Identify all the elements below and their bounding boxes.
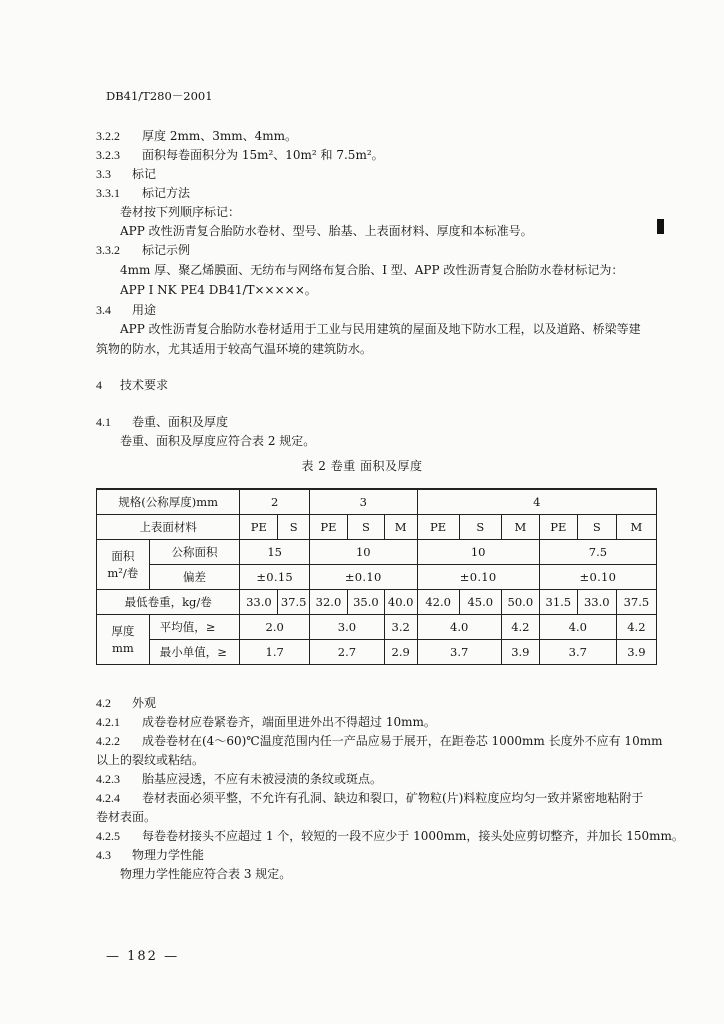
deviation-value: ±0.10: [539, 565, 656, 590]
clause-text-line: 卷材表面。: [96, 810, 157, 824]
clause-3-3: [96, 165, 156, 183]
min-weight-cell: 50.0: [501, 590, 539, 615]
thickness-label-cell: [97, 615, 150, 665]
clause-3-3-1: [96, 184, 190, 202]
thickness-4: 4: [417, 489, 656, 515]
min-weight-cell: 35.0: [347, 590, 384, 615]
clause-text: 卷重、面积及厚度: [132, 415, 229, 429]
surface-cell: S: [347, 515, 384, 540]
clause-text: 用途: [132, 303, 157, 317]
surface-cell: PE: [417, 515, 459, 540]
nominal-area-value: 10: [309, 540, 417, 565]
surface-label: 上表面材料: [97, 515, 240, 540]
thickness-3: 3: [309, 489, 417, 515]
table-row-deviation: [97, 565, 657, 590]
clause-text-line: 4mm 厚、聚乙烯膜面、无纺布与网络布复合胎、I 型、APP 改性沥青复合胎防水卷材标记为：: [120, 263, 624, 277]
min-weight-cell: 31.5: [539, 590, 577, 615]
table-row-surface: [97, 515, 657, 540]
section-4-heading: [96, 376, 168, 394]
marking-example: APP I NK PE4 DB41/T×××××。: [120, 283, 317, 297]
clause-text: 物理力学性能: [132, 848, 205, 862]
min-weight-cell: 45.0: [459, 590, 501, 615]
min-value: 2.9: [384, 640, 417, 665]
deviation-label: 偏差: [149, 565, 240, 590]
clause-number: 4.2.3: [96, 772, 120, 786]
min-weight-cell: 40.0: [384, 590, 417, 615]
clause-text-line: 卷材按下列顺序标记：: [120, 205, 241, 219]
clause-4-2-2: [96, 732, 662, 750]
min-value: 3.7: [417, 640, 501, 665]
clause-4-3-body: 物理力学性能应符合表 3 规定。: [120, 867, 292, 881]
clause-text: 胎基应浸透，不应有未被浸渍的条纹或斑点。: [142, 772, 383, 786]
clause-text: 成卷卷材应卷紧卷齐，端面里进外出不得超过 10mm。: [142, 715, 436, 729]
min-weight-cell: 37.5: [616, 590, 656, 615]
clause-4-1-body: 卷重、面积及厚度应符合表 2 规定。: [120, 434, 316, 448]
scan-black-mark: [657, 219, 664, 234]
surface-cell: S: [577, 515, 616, 540]
min-value: 3.9: [501, 640, 539, 665]
thickness-2: 2: [240, 489, 310, 515]
section-number: 4: [96, 378, 102, 392]
surface-cell: PE: [240, 515, 278, 540]
document-header: DB41/T280－2001: [106, 89, 213, 103]
clause-text-line: APP 改性沥青复合胎防水卷材、型号、胎基、上表面材料、厚度和本标准号。: [120, 224, 533, 238]
nominal-area-label: 公称面积: [149, 540, 240, 565]
table-row-nominal-area: [97, 540, 657, 565]
page-number: — 182 —: [106, 949, 180, 964]
surface-cell: S: [459, 515, 501, 540]
min-weight-cell: 33.0: [240, 590, 278, 615]
min-value: 3.7: [539, 640, 616, 665]
clause-text: 标记: [132, 167, 157, 181]
surface-cell: PE: [539, 515, 577, 540]
usage-paragraph-line-2: 筑物的防水，尤其适用于较高气温环境的建筑防水。: [96, 342, 373, 356]
surface-cell: S: [278, 515, 310, 540]
area-label: 面积: [111, 548, 135, 563]
surface-cell: M: [384, 515, 417, 540]
avg-value: 2.0: [240, 615, 310, 640]
clause-4-2-3: [96, 770, 382, 788]
clause-number: 4.1: [96, 415, 111, 429]
clause-text: 成卷卷材在(4～60)℃温度范围内任一产品应易于展开，在距卷芯 1000mm 长度外不应有 10mm: [142, 734, 663, 748]
avg-value: 3.2: [384, 615, 417, 640]
min-weight-cell: 32.0: [309, 590, 347, 615]
clause-4-1: [96, 413, 228, 431]
surface-cell: M: [501, 515, 539, 540]
deviation-value: ±0.10: [417, 565, 539, 590]
clause-3-2-3: [96, 146, 384, 164]
clause-number: 3.2.2: [96, 129, 120, 143]
clause-text-line: 以上的裂纹或粘结。: [96, 753, 205, 767]
clause-3-2-2: [96, 127, 297, 145]
clause-number: 3.3: [96, 167, 111, 181]
min-label: 最小单值，≥: [149, 640, 240, 665]
table-row-thickness-avg: [97, 615, 657, 640]
clause-text: 每卷卷材接头不应超过 1 个，较短的一段不应少于 1000mm，接头处应剪切整齐，并加长 150mm。: [142, 829, 684, 843]
clause-4-2-4: [96, 789, 643, 807]
min-value: 1.7: [240, 640, 310, 665]
min-value: 2.7: [309, 640, 384, 665]
clause-number: 3.4: [96, 303, 111, 317]
avg-value: 4.0: [417, 615, 501, 640]
clause-number: 3.2.3: [96, 148, 120, 162]
clause-text: 标记示例: [142, 243, 191, 257]
clause-number: 4.2.2: [96, 734, 120, 748]
section-title: 技术要求: [120, 378, 169, 392]
clause-text: 面积每卷面积分为 15m²、10m² 和 7.5m²。: [142, 148, 384, 162]
table-2: [96, 488, 657, 665]
deviation-value: ±0.15: [240, 565, 310, 590]
avg-value: 4.2: [616, 615, 656, 640]
clause-number: 4.2.5: [96, 829, 120, 843]
avg-value: 3.0: [309, 615, 384, 640]
clause-text: 厚度 2mm、3mm、4mm。: [142, 129, 297, 143]
table-row-spec: [97, 489, 657, 515]
clause-text: 卷材表面必须平整，不允许有孔洞、缺边和裂口，矿物粒(片)料粒度应均匀一致并紧密地粘附于: [142, 791, 644, 805]
spec-label: 规格(公称厚度)mm: [97, 489, 240, 515]
min-value: 3.9: [616, 640, 656, 665]
clause-text: 外观: [132, 696, 157, 710]
min-weight-cell: 33.0: [577, 590, 616, 615]
surface-cell: M: [616, 515, 656, 540]
clause-4-2: [96, 694, 156, 712]
clause-number: 3.3.2: [96, 243, 120, 257]
clause-3-3-2: [96, 241, 190, 259]
table-2-caption: 表 2 卷重 面积及厚度: [301, 459, 423, 473]
min-weight-cell: 42.0: [417, 590, 459, 615]
clause-number: 4.3: [96, 848, 111, 862]
thickness-unit: mm: [111, 640, 134, 655]
clause-text: 标记方法: [142, 186, 191, 200]
avg-value: 4.2: [501, 615, 539, 640]
usage-paragraph-line-1: APP 改性沥青复合胎防水卷材适用于工业与民用建筑的屋面及地下防水工程，以及道路、桥梁等建: [120, 322, 641, 336]
avg-label: 平均值，≥: [149, 615, 240, 640]
clause-number: 4.2: [96, 696, 111, 710]
clause-number: 4.2.1: [96, 715, 120, 729]
surface-cell: PE: [309, 515, 347, 540]
clause-4-3: [96, 846, 204, 864]
nominal-area-value: 10: [417, 540, 539, 565]
clause-4-2-1: [96, 713, 436, 731]
min-weight-cell: 37.5: [278, 590, 310, 615]
clause-number: 3.3.1: [96, 186, 120, 200]
area-label-cell: [97, 540, 150, 590]
nominal-area-value: 15: [240, 540, 310, 565]
clause-4-2-5: [96, 827, 684, 845]
deviation-value: ±0.10: [309, 565, 417, 590]
table-row-min-weight: [97, 590, 657, 615]
table-row-thickness-min: [97, 640, 657, 665]
nominal-area-value: 7.5: [539, 540, 656, 565]
clause-3-4: [96, 301, 156, 319]
thickness-label: 厚度: [111, 623, 135, 638]
min-weight-label: 最低卷重，kg/卷: [97, 590, 240, 615]
avg-value: 4.0: [539, 615, 616, 640]
clause-number: 4.2.4: [96, 791, 120, 805]
area-unit: m²/卷: [107, 565, 139, 580]
